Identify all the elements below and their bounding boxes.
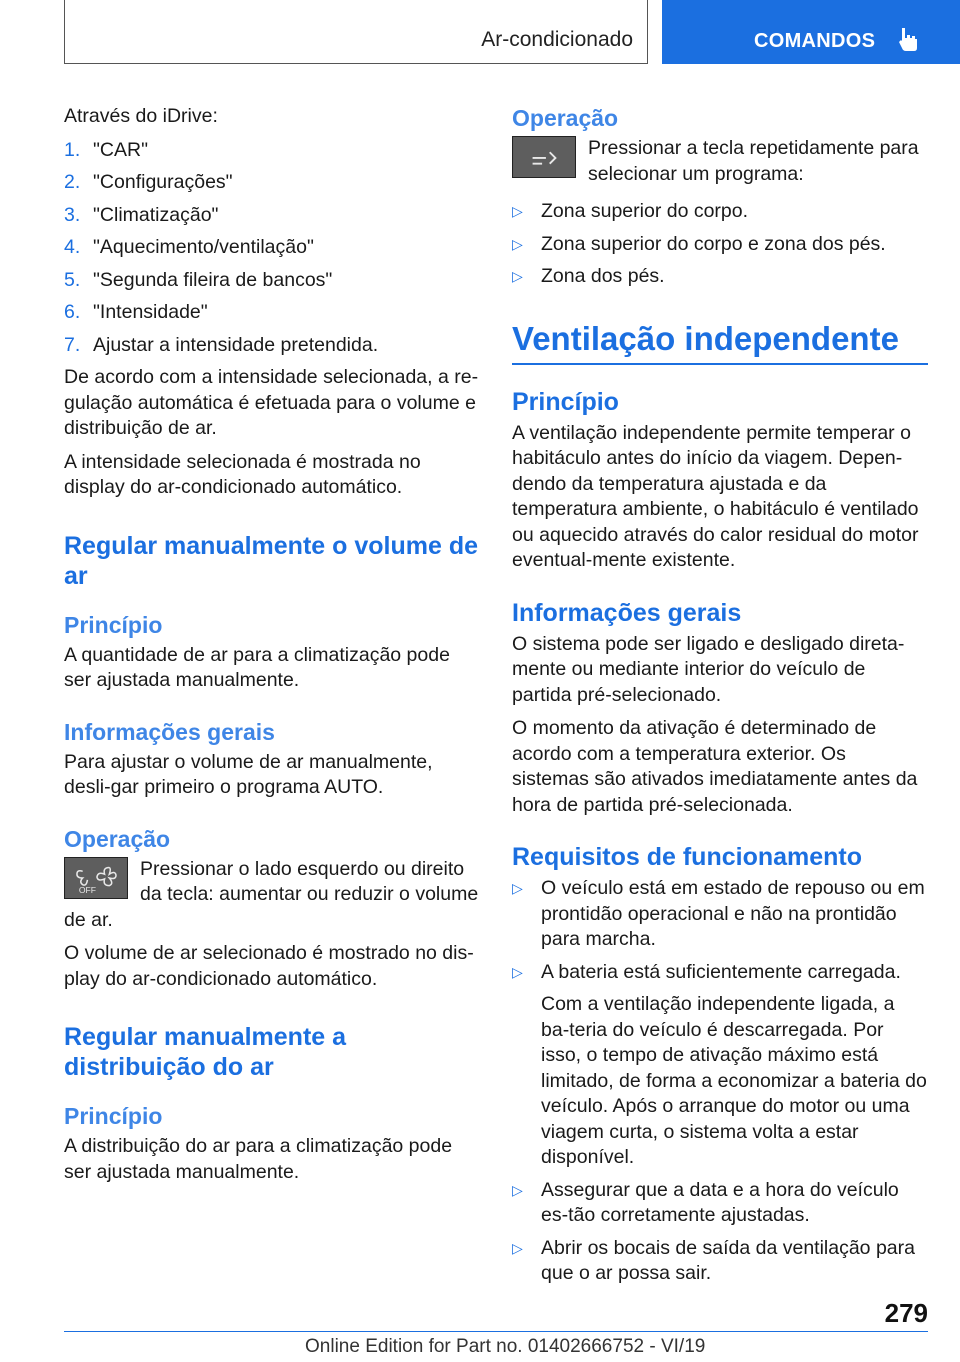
- list-item: [512, 876, 928, 953]
- subheading-info: Informações gerais: [64, 718, 275, 745]
- list-item-note: Com a ventilação independente ligada, a ba‐teria do veículo é descarregada. Por isso, o tempo de ativação máximo está limitado, de forma a economizar a bateria do veículo. Após o arranque do motor ou uma viagem curta, o sistema volta a estar disponível.: [541, 993, 927, 1168]
- triangle-bullet-icon: ▷: [512, 203, 523, 219]
- air-distribution-key-icon: [512, 136, 576, 178]
- list-item-text: Zona dos pés.: [541, 265, 665, 287]
- paragraph: De acordo com a intensidade selecionada, a re‐gulação automática é efetuada para o volume e distribuição de ar.: [64, 366, 479, 439]
- list-item: [64, 235, 480, 261]
- paragraph: O momento da ativação é determinado de acordo com a temperatura exterior. Os sistemas são ativados imediatamente antes da hora de partida pré-selecionada.: [512, 717, 918, 816]
- list-item-text: Zona superior do corpo.: [541, 200, 749, 222]
- step-number: 6.: [64, 301, 81, 323]
- list-item-text: Zona superior do corpo e zona dos pés.: [541, 232, 886, 255]
- step-text: Ajustar a intensidade pretendida.: [93, 333, 379, 356]
- list-item-text: O veículo está em estado de repouso ou em prontidão operacional e não na prontidão para marcha.: [541, 877, 925, 950]
- triangle-bullet-icon: ▷: [512, 235, 523, 252]
- step-text: "Aquecimento/ventilação": [93, 236, 314, 258]
- step-number: 7.: [64, 333, 81, 356]
- step-text: "Configurações": [93, 171, 233, 193]
- subheading-principio: Princípio: [64, 611, 163, 638]
- triangle-bullet-icon: ▷: [512, 268, 523, 284]
- paragraph: A intensidade selecionada é mostrada no display do ar-condicionado automático.: [64, 450, 421, 498]
- step-text: "Intensidade": [93, 301, 208, 323]
- svg-text:OFF: OFF: [78, 884, 96, 895]
- paragraph: A distribuição do ar para a climatização pode ser ajustada manualmente.: [64, 1135, 453, 1183]
- paragraph: O volume de ar selecionado é mostrado no dis‐play do ar-condicionado automático.: [64, 942, 474, 990]
- subheading-info: Informações gerais: [512, 598, 742, 627]
- header-chapter-title: COMANDOS: [754, 30, 876, 52]
- step-number: 3.: [64, 203, 81, 226]
- subheading-principio: Princípio: [64, 1103, 163, 1129]
- footer-divider: [64, 1331, 928, 1332]
- header-chapter-tab[interactable]: [662, 0, 960, 64]
- paragraph: A ventilação independente permite temperar o habitáculo antes do início da viagem. Depen‐dendo da temperatura ajustada e da temperatura ambiente, o habitáculo é ventilado ou aquecido através do calor residual do motor eventual‐mente existente.: [512, 421, 919, 571]
- list-item: [64, 138, 480, 164]
- pointing-hand-icon: [898, 26, 920, 52]
- footer-edition: Online Edition for Part no. 01402666752 - VI/19: [305, 1336, 706, 1357]
- step-number: 4.: [64, 236, 81, 258]
- subheading-principio: Princípio: [512, 387, 619, 416]
- list-item-text: Assegurar que a data e a hora do veículo es‐tão corretamente ajustadas.: [541, 1178, 899, 1226]
- list-item: [512, 199, 928, 225]
- section-heading-distribution: Regular manualmente a distribuição do ar: [64, 1023, 347, 1081]
- paragraph: Pressionar o lado esquerdo ou direito da tecla: aumentar ou reduzir o volume de ar.: [64, 857, 479, 931]
- left-column: [64, 104, 480, 1193]
- step-text: "Segunda fileira de bancos": [93, 268, 333, 291]
- page-number: 279: [884, 1298, 928, 1328]
- subheading-operacao: Operação: [512, 105, 619, 131]
- paragraph: A quantidade de ar para a climatização pode ser ajustada manualmente.: [64, 643, 450, 691]
- right-column: [512, 104, 928, 1294]
- list-item: [64, 300, 480, 326]
- list-item: [64, 170, 480, 196]
- paragraph: Para ajustar o volume de ar manualmente, desli‐gar primeiro o programa AUTO.: [64, 750, 433, 798]
- list-item: [512, 1178, 928, 1229]
- list-item: [64, 333, 480, 359]
- triangle-bullet-icon: ▷: [512, 963, 523, 980]
- list-item: [512, 960, 928, 986]
- list-item: [512, 232, 928, 258]
- triangle-bullet-icon: ▷: [512, 880, 523, 896]
- section-heading-volume: Regular manualmente o volume de ar: [64, 531, 478, 590]
- list-item: [512, 264, 928, 290]
- header-section-title: Ar-condicionado: [481, 28, 633, 51]
- list-item: [512, 1236, 928, 1287]
- list-item: [64, 203, 480, 229]
- list-item-text: A bateria está suficientemente carregada.: [541, 960, 901, 983]
- programs-list: [512, 199, 928, 290]
- list-item: [64, 268, 480, 294]
- paragraph: O sistema pode ser ligado e desligado direta‐mente ou mediante interior do veículo de partida pré-selecionado.: [512, 632, 905, 706]
- subheading-operacao: Operação: [64, 825, 171, 852]
- step-text: "Climatização": [93, 203, 219, 226]
- list-item-text: Abrir os bocais de saída da ventilação para que o ar possa sair.: [541, 1236, 915, 1284]
- paragraph: Pressionar a tecla repetidamente para selecionar um programa:: [588, 137, 919, 185]
- step-number: 2.: [64, 171, 81, 193]
- step-number: 5.: [64, 268, 81, 291]
- subheading-requisitos: Requisitos de funcionamento: [512, 843, 863, 871]
- step-number: 1.: [64, 138, 81, 161]
- chapter-heading-ventilacao: Ventilação independente: [512, 319, 928, 365]
- step-text: "CAR": [93, 138, 149, 161]
- triangle-bullet-icon: ▷: [512, 1239, 523, 1256]
- intro-text: Através do iDrive:: [64, 105, 218, 127]
- requirements-list: [512, 876, 928, 1287]
- triangle-bullet-icon: ▷: [512, 1181, 523, 1198]
- fan-off-key-icon: [64, 857, 128, 899]
- header-section-box: [64, 0, 648, 64]
- steps-list: [64, 138, 480, 359]
